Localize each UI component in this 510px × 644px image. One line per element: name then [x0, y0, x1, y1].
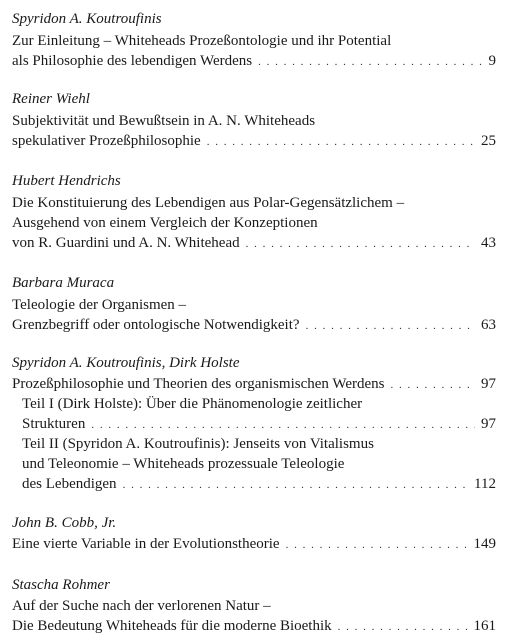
- toc-page-number: 9: [488, 53, 496, 69]
- toc-author: Barbara Muraca: [12, 275, 115, 291]
- toc-title-line: Die Konstituierung des Lebendigen aus Polar-Gegensätzlichem –: [12, 195, 405, 211]
- toc-page-number: 97: [481, 376, 496, 392]
- toc-page-number: 161: [473, 618, 496, 634]
- toc-title-line: als Philosophie des lebendigen Werdens . . . 9: [12, 50, 496, 72]
- toc-author: Stascha Rohmer: [12, 577, 110, 593]
- toc-page-number: 43: [481, 235, 496, 251]
- leader-dots: [207, 131, 475, 153]
- toc-title-line: Zur Einleitung – Whiteheads Prozeßontologie und ihr Potential: [12, 33, 392, 49]
- toc-author: Spyridon A. Koutroufinis: [12, 11, 162, 27]
- toc-title-line: Grenzbegriff oder ontologische Notwendigkeit? . . . 63: [12, 314, 496, 336]
- toc-title-line: Subjektivität und Bewußtsein in A. N. Whiteheads: [12, 113, 316, 129]
- toc-page-number: 63: [481, 317, 496, 333]
- toc-page-number: 149: [473, 536, 496, 552]
- toc-author: Hubert Hendrichs: [12, 173, 121, 189]
- toc-subtitle-line: und Teleonomie – Whiteheads prozessuale Teleologie: [22, 456, 345, 472]
- leader-dots: [123, 474, 468, 496]
- toc-author: John B. Cobb, Jr.: [12, 515, 117, 531]
- toc-author: Spyridon A. Koutroufinis, Dirk Holste: [12, 355, 240, 371]
- toc-subtitle-line: des Lebendigen . . . 112: [12, 473, 496, 495]
- toc-author: Reiner Wiehl: [12, 91, 90, 107]
- leader-dots: [306, 315, 475, 337]
- leader-dots: [246, 233, 475, 255]
- toc-title-line: Auf der Suche nach der verlorenen Natur –: [12, 598, 271, 614]
- leader-dots: [286, 534, 468, 556]
- leader-dots: [258, 51, 482, 73]
- toc-subtitle-line: Strukturen . . . 97: [12, 413, 496, 435]
- toc-page-number: 25: [481, 133, 496, 149]
- toc-title-line: Eine vierte Variable in der Evolutionstheorie . . . 149: [12, 533, 496, 555]
- toc-page-number: 112: [474, 476, 496, 492]
- toc-subtitle-line: Teil I (Dirk Holste): Über die Phänomenologie zeitlicher: [22, 396, 363, 412]
- table-of-contents: [12, 0, 496, 644]
- toc-title-line: Teleologie der Organismen –: [12, 297, 187, 313]
- toc-subtitle-line: Teil II (Spyridon A. Koutroufinis): Jenseits von Vitalismus: [22, 436, 374, 452]
- toc-page-number: 97: [481, 416, 496, 432]
- toc-title-line: spekulativer Prozeßphilosophie . . . 25: [12, 130, 496, 152]
- toc-title-line: Prozeßphilosophie und Theorien des organismischen Werdens . . . 97: [12, 373, 496, 395]
- toc-title-line: von R. Guardini und A. N. Whitehead . . . 43: [12, 232, 496, 254]
- toc-title-line: Ausgehend von einem Vergleich der Konzeptionen: [12, 215, 318, 231]
- leader-dots: [338, 616, 468, 638]
- toc-title-line: Die Bedeutung Whiteheads für die moderne Bioethik . . . 161: [12, 615, 496, 637]
